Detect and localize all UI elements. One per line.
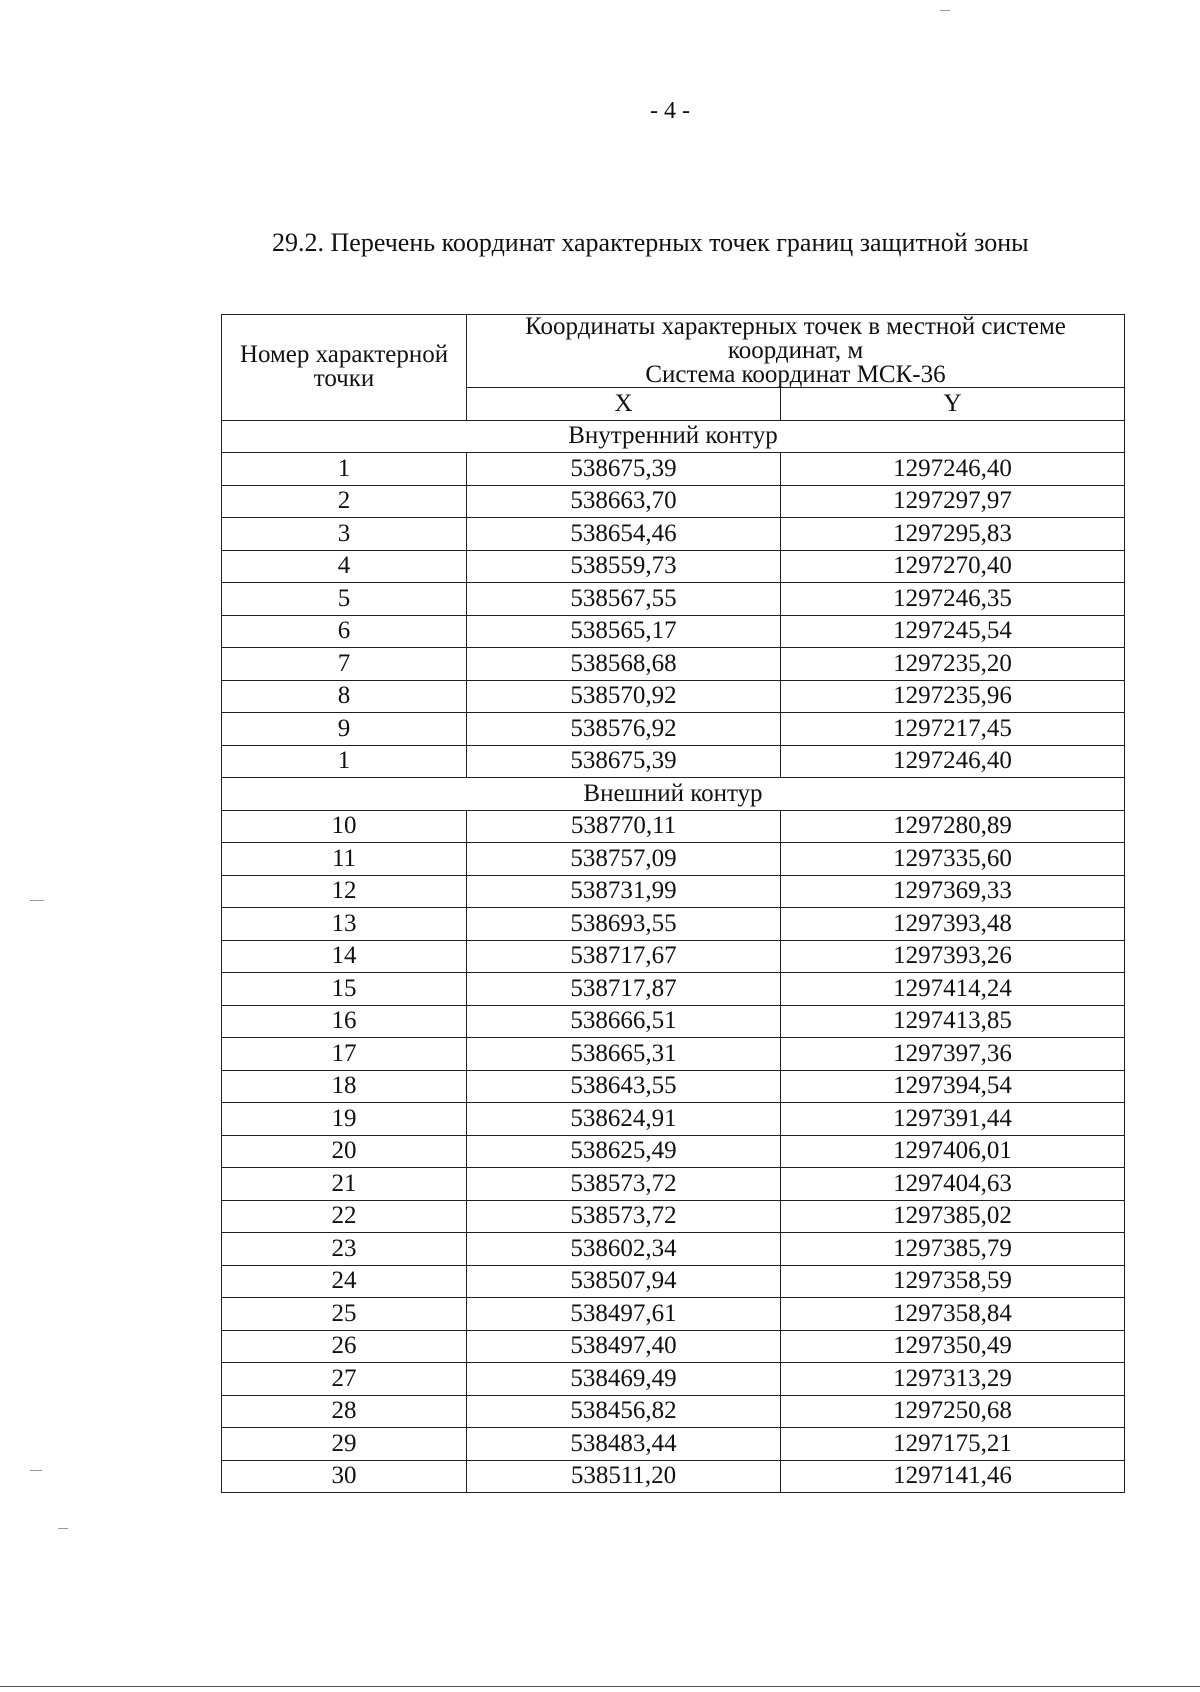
table-row	[222, 1038, 1125, 1071]
table-header	[222, 315, 1125, 421]
y-coordinate-cell: 1297350,49	[781, 1330, 1125, 1363]
point-number-cell: 3	[222, 518, 467, 551]
x-coordinate-cell: 538570,92	[467, 680, 781, 713]
y-coordinate-cell: 1297406,01	[781, 1135, 1125, 1168]
y-coordinate-cell: 1297413,85	[781, 1005, 1125, 1038]
y-coordinate-cell: 1297245,54	[781, 615, 1125, 648]
point-number-cell: 16	[222, 1005, 467, 1038]
point-number-cell: 5	[222, 583, 467, 616]
point-number-cell: 15	[222, 973, 467, 1006]
document-title: 29.2. Перечень координат характерных точек границ защитной зоны	[272, 228, 1029, 257]
table-row	[222, 1428, 1125, 1461]
y-coordinate-cell: 1297246,40	[781, 745, 1125, 778]
table-row	[222, 1298, 1125, 1331]
x-coordinate-cell: 538770,11	[467, 810, 781, 843]
y-coordinate-cell: 1297235,20	[781, 648, 1125, 681]
y-coordinate-cell: 1297393,48	[781, 908, 1125, 941]
point-number-cell: 1	[222, 453, 467, 486]
x-coordinate-cell: 538511,20	[467, 1460, 781, 1493]
y-coordinate-cell: 1297385,02	[781, 1200, 1125, 1233]
table-row	[222, 843, 1125, 876]
table-row	[222, 485, 1125, 518]
point-number-cell: 29	[222, 1428, 467, 1461]
point-number-cell: 6	[222, 615, 467, 648]
y-coordinate-cell: 1297246,40	[781, 453, 1125, 486]
table-row	[222, 1233, 1125, 1266]
x-coordinate-cell: 538717,67	[467, 940, 781, 973]
point-number-cell: 10	[222, 810, 467, 843]
point-number-cell: 20	[222, 1135, 467, 1168]
y-coordinate-cell: 1297358,84	[781, 1298, 1125, 1331]
x-coordinate-cell: 538559,73	[467, 550, 781, 583]
table-body	[222, 420, 1125, 1493]
point-number-cell: 21	[222, 1168, 467, 1201]
x-coordinate-cell: 538625,49	[467, 1135, 781, 1168]
x-coordinate-cell: 538693,55	[467, 908, 781, 941]
x-coordinate-cell: 538717,87	[467, 973, 781, 1006]
section-title: Внутренний контур	[222, 420, 1125, 453]
y-coordinate-cell: 1297393,26	[781, 940, 1125, 973]
header-coordinate-system: Система координат МСК-36	[645, 361, 946, 388]
header-point-number: Номер характерной точки	[222, 315, 467, 421]
y-coordinate-cell: 1297141,46	[781, 1460, 1125, 1493]
y-coordinate-cell: 1297369,33	[781, 875, 1125, 908]
table-row	[222, 1363, 1125, 1396]
point-number-cell: 26	[222, 1330, 467, 1363]
y-coordinate-cell: 1297397,36	[781, 1038, 1125, 1071]
y-coordinate-cell: 1297270,40	[781, 550, 1125, 583]
table-row	[222, 680, 1125, 713]
point-number-cell: 9	[222, 713, 467, 746]
table-row	[222, 1168, 1125, 1201]
section-title: Внешний контур	[222, 778, 1125, 811]
scan-mark	[58, 1528, 68, 1529]
point-number-cell: 8	[222, 680, 467, 713]
x-coordinate-cell: 538567,55	[467, 583, 781, 616]
x-coordinate-cell: 538675,39	[467, 453, 781, 486]
point-number-cell: 30	[222, 1460, 467, 1493]
table-row	[222, 875, 1125, 908]
header-coordinates-caption: Координаты характерных точек в местной системе координат, м	[525, 313, 1066, 364]
scan-mark	[30, 900, 44, 901]
table-row	[222, 908, 1125, 941]
section-row	[222, 778, 1125, 811]
table-row	[222, 940, 1125, 973]
y-coordinate-cell: 1297250,68	[781, 1395, 1125, 1428]
table-row	[222, 1005, 1125, 1038]
point-number-cell: 25	[222, 1298, 467, 1331]
point-number-cell: 17	[222, 1038, 467, 1071]
y-coordinate-cell: 1297404,63	[781, 1168, 1125, 1201]
table-row	[222, 1135, 1125, 1168]
x-coordinate-cell: 538507,94	[467, 1265, 781, 1298]
point-number-cell: 7	[222, 648, 467, 681]
y-coordinate-cell: 1297175,21	[781, 1428, 1125, 1461]
table-row	[222, 713, 1125, 746]
bottom-rule	[0, 1686, 1200, 1687]
table-row	[222, 810, 1125, 843]
table-row	[222, 1070, 1125, 1103]
y-coordinate-cell: 1297394,54	[781, 1070, 1125, 1103]
x-coordinate-cell: 538568,68	[467, 648, 781, 681]
point-number-cell: 22	[222, 1200, 467, 1233]
x-coordinate-cell: 538643,55	[467, 1070, 781, 1103]
table-row	[222, 1395, 1125, 1428]
table-row	[222, 1330, 1125, 1363]
x-coordinate-cell: 538654,46	[467, 518, 781, 551]
point-number-cell: 24	[222, 1265, 467, 1298]
point-number-cell: 28	[222, 1395, 467, 1428]
point-number-cell: 19	[222, 1103, 467, 1136]
x-coordinate-cell: 538663,70	[467, 485, 781, 518]
table-row	[222, 1103, 1125, 1136]
header-coordinates	[467, 315, 1125, 388]
table-row	[222, 973, 1125, 1006]
header-x: X	[467, 388, 781, 421]
y-coordinate-cell: 1297280,89	[781, 810, 1125, 843]
y-coordinate-cell: 1297246,35	[781, 583, 1125, 616]
point-number-cell: 23	[222, 1233, 467, 1266]
y-coordinate-cell: 1297235,96	[781, 680, 1125, 713]
y-coordinate-cell: 1297295,83	[781, 518, 1125, 551]
x-coordinate-cell: 538576,92	[467, 713, 781, 746]
point-number-cell: 13	[222, 908, 467, 941]
point-number-cell: 27	[222, 1363, 467, 1396]
x-coordinate-cell: 538602,34	[467, 1233, 781, 1266]
y-coordinate-cell: 1297297,97	[781, 485, 1125, 518]
x-coordinate-cell: 538731,99	[467, 875, 781, 908]
point-number-cell: 12	[222, 875, 467, 908]
table-row	[222, 1460, 1125, 1493]
x-coordinate-cell: 538573,72	[467, 1168, 781, 1201]
point-number-cell: 11	[222, 843, 467, 876]
y-coordinate-cell: 1297217,45	[781, 713, 1125, 746]
page-number: - 4 -	[650, 98, 690, 124]
x-coordinate-cell: 538675,39	[467, 745, 781, 778]
y-coordinate-cell: 1297391,44	[781, 1103, 1125, 1136]
x-coordinate-cell: 538573,72	[467, 1200, 781, 1233]
y-coordinate-cell: 1297385,79	[781, 1233, 1125, 1266]
table-row	[222, 583, 1125, 616]
y-coordinate-cell: 1297335,60	[781, 843, 1125, 876]
point-number-cell: 2	[222, 485, 467, 518]
coordinates-table	[221, 314, 1125, 1493]
table-row	[222, 615, 1125, 648]
y-coordinate-cell: 1297313,29	[781, 1363, 1125, 1396]
table-row	[222, 648, 1125, 681]
table-row	[222, 745, 1125, 778]
x-coordinate-cell: 538665,31	[467, 1038, 781, 1071]
x-coordinate-cell: 538456,82	[467, 1395, 781, 1428]
x-coordinate-cell: 538469,49	[467, 1363, 781, 1396]
point-number-cell: 18	[222, 1070, 467, 1103]
x-coordinate-cell: 538757,09	[467, 843, 781, 876]
scan-mark	[940, 10, 950, 11]
x-coordinate-cell: 538565,17	[467, 615, 781, 648]
table-row	[222, 1200, 1125, 1233]
header-y: Y	[781, 388, 1125, 421]
point-number-cell: 4	[222, 550, 467, 583]
table-row	[222, 518, 1125, 551]
table-row	[222, 1265, 1125, 1298]
section-row	[222, 420, 1125, 453]
x-coordinate-cell: 538497,40	[467, 1330, 781, 1363]
y-coordinate-cell: 1297358,59	[781, 1265, 1125, 1298]
x-coordinate-cell: 538483,44	[467, 1428, 781, 1461]
point-number-cell: 1	[222, 745, 467, 778]
table-row	[222, 550, 1125, 583]
scan-mark	[30, 1470, 42, 1471]
x-coordinate-cell: 538624,91	[467, 1103, 781, 1136]
y-coordinate-cell: 1297414,24	[781, 973, 1125, 1006]
x-coordinate-cell: 538666,51	[467, 1005, 781, 1038]
x-coordinate-cell: 538497,61	[467, 1298, 781, 1331]
table-row	[222, 453, 1125, 486]
point-number-cell: 14	[222, 940, 467, 973]
